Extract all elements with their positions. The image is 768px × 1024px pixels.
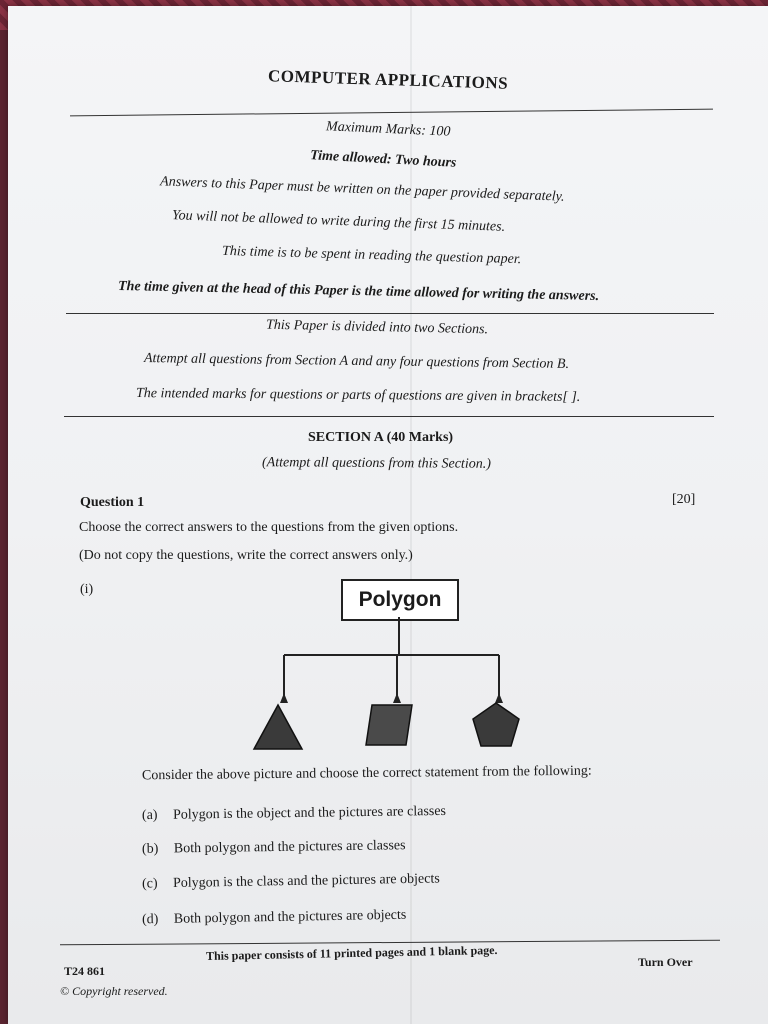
polygon-box: Polygon bbox=[341, 579, 459, 621]
option-text: Both polygon and the pictures are objects bbox=[173, 907, 407, 927]
polygon-hierarchy-diagram bbox=[240, 617, 540, 757]
sections-info-line: This Paper is divided into two Sections. bbox=[265, 317, 489, 338]
option-text: Polygon is the class and the pictures are objects bbox=[172, 871, 440, 892]
sections-info-line: Attempt all questions from Section A and any four questions from Section B. bbox=[143, 351, 570, 372]
triangle-shape bbox=[254, 705, 302, 749]
instruction-line: This time is to be spent in reading the question paper. bbox=[221, 243, 522, 268]
pentagon-shape bbox=[473, 703, 519, 746]
instruction-line: The time given at the head of this Paper is the time allowed for writing the answers. bbox=[117, 278, 600, 305]
question-prompt: Consider the above picture and choose the correct statement from the following: bbox=[141, 763, 592, 784]
question-label: Question 1 bbox=[80, 495, 145, 510]
arrowhead bbox=[495, 693, 503, 703]
question-note: (Do not copy the questions, write the correct answers only.) bbox=[79, 548, 413, 563]
time-allowed-label: Time allowed: bbox=[309, 148, 392, 168]
section-a-subtitle: (Attempt all questions from this Section.) bbox=[261, 455, 491, 472]
parallelogram-shape bbox=[366, 705, 412, 745]
divider-3 bbox=[64, 416, 714, 417]
subject-title: COMPUTER APPLICATIONS bbox=[267, 66, 509, 93]
option-key: (d) bbox=[141, 912, 159, 928]
arrowhead bbox=[280, 693, 288, 703]
question-instruction: Choose the correct answers to the questions from the given options. bbox=[79, 520, 459, 535]
question-marks: [20] bbox=[672, 492, 696, 507]
divider-2 bbox=[66, 313, 714, 314]
time-allowed-value: Two hours bbox=[394, 152, 457, 171]
option-key: (a) bbox=[141, 807, 158, 824]
page-count: This paper consists of 11 printed pages and 1 blank page. bbox=[205, 942, 498, 964]
option-key: (b) bbox=[141, 841, 159, 857]
option-text: Polygon is the object and the pictures are classes bbox=[172, 803, 447, 823]
turn-over: Turn Over bbox=[638, 955, 693, 969]
arrowhead bbox=[393, 693, 401, 703]
option-text: Both polygon and the pictures are classes bbox=[173, 838, 406, 857]
option-key: (c) bbox=[141, 876, 158, 892]
section-a-title: SECTION A (40 Marks) bbox=[308, 430, 454, 445]
question-part: (i) bbox=[80, 582, 94, 597]
sections-info-line: The intended marks for questions or parts of questions are given in brackets[ ]. bbox=[135, 386, 581, 405]
copyright: © Copyright reserved. bbox=[60, 984, 168, 998]
instruction-line: Answers to this Paper must be written on the paper provided separately. bbox=[159, 174, 565, 205]
max-marks: Maximum Marks: 100 bbox=[325, 119, 451, 140]
instruction-line: You will not be allowed to write during the first 15 minutes. bbox=[171, 208, 506, 235]
paper-code: T24 861 bbox=[64, 964, 106, 978]
